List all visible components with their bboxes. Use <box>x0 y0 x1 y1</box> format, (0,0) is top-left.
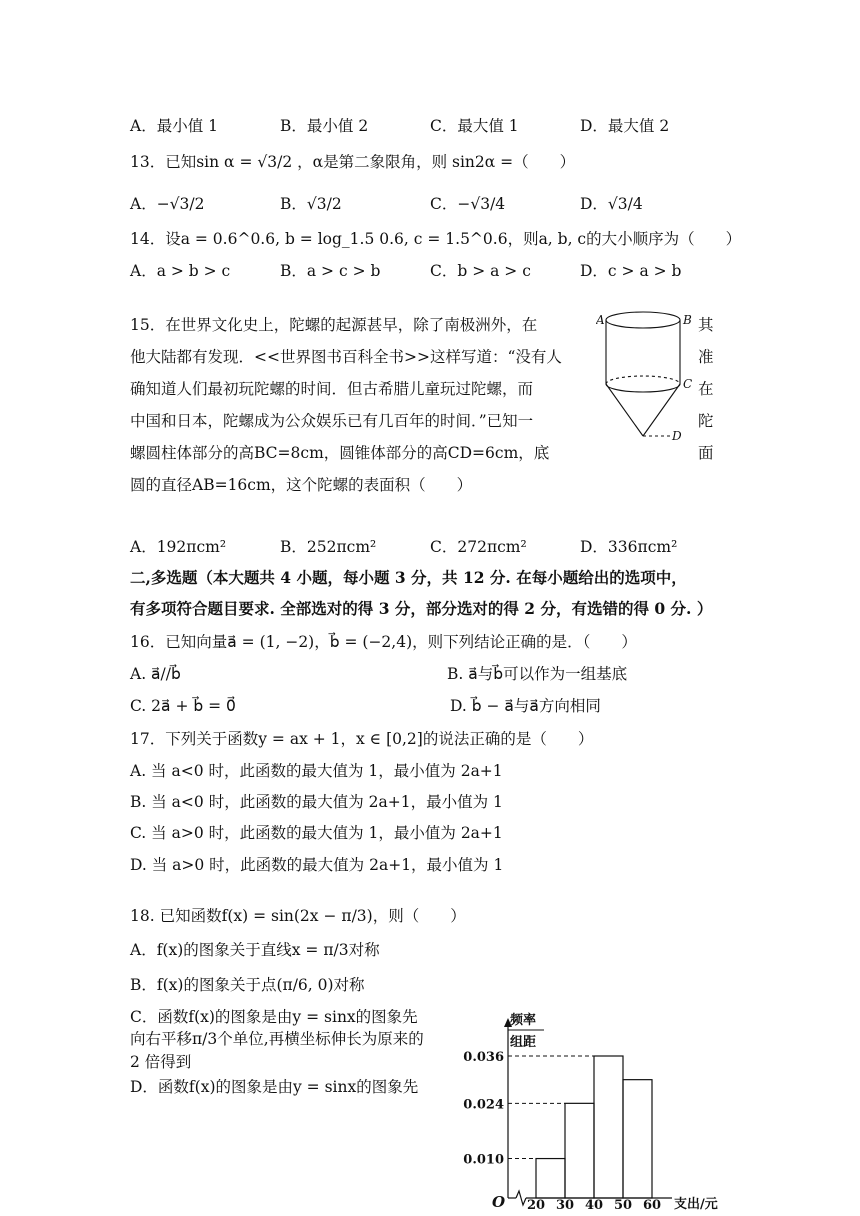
label-b: B <box>683 313 692 327</box>
q15-option-b: B．252πcm² <box>280 538 377 556</box>
q18-option-d: D．函数f(x)的图象是由y = sinx的图象先 <box>130 1078 419 1096</box>
y-axis-label-top: 频率 <box>510 1013 537 1028</box>
q14-stem: 14．设a = 0.6^0.6, b = log_1.5 0.6, c = 1.5^0.6，则a, b, c的大小顺序为（ ） <box>130 230 742 248</box>
q15-line-2: 他大陆都有发现．<<世界图书百科全书>>这样写道：“没有人 <box>130 348 562 366</box>
label-a: A <box>596 313 605 327</box>
q18-option-b: B．f(x)的图象关于点(π/6, 0)对称 <box>130 976 365 994</box>
histogram-bar <box>536 1159 565 1198</box>
y-tick-label: 0.024 <box>463 1097 504 1113</box>
q15-option-a: A．192πcm² <box>130 538 227 556</box>
q12-option-b: B．最小值 2 <box>280 117 369 135</box>
section-2-heading-line-2: 有多项符合题目要求. 全部选对的得 3 分，部分选对的得 2 分，有选错的得 0 分. ） <box>130 599 713 618</box>
bottom-ellipse-back <box>606 376 680 384</box>
x-tick-label: 60 <box>642 1198 662 1213</box>
top-ellipse <box>606 312 680 328</box>
histogram-bar <box>565 1103 594 1198</box>
q15-right-char-1: 其 <box>698 316 714 334</box>
q16-option-c: C. 2a⃗ + b⃗ = 0⃗ <box>130 697 236 715</box>
frequency-histogram <box>452 1010 742 1216</box>
q12-option-c: C．最大值 1 <box>430 117 519 135</box>
bottom-ellipse-front <box>606 384 680 392</box>
q14-option-b: B．a > c > b <box>280 262 381 280</box>
q18-option-c-line-1: C．函数f(x)的图象是由y = sinx的图象先 <box>130 1008 418 1026</box>
q15-line-4: 中国和日本，陀螺成为公众娱乐已有几百年的时间．”已知一 <box>130 412 534 430</box>
histogram-bar <box>623 1080 652 1198</box>
x-tick-label: 50 <box>613 1198 633 1213</box>
q15-right-char-5: 面 <box>698 444 714 462</box>
q15-right-char-2: 准 <box>698 348 714 366</box>
spinning-top-figure <box>596 306 696 446</box>
y-tick-label: 0.036 <box>463 1050 504 1065</box>
x-axis-break <box>516 1191 526 1205</box>
q13-option-b: B．√3/2 <box>280 195 342 213</box>
q14-option-d: D．c > a > b <box>580 262 682 280</box>
q15-right-char-4: 陀 <box>698 412 714 430</box>
q18-option-c-line-3: 2 倍得到 <box>130 1053 192 1071</box>
q17-option-c: C. 当 a>0 时，此函数的最大值为 1，最小值为 2a+1 <box>130 824 503 842</box>
q15-option-c: C．272πcm² <box>430 538 527 556</box>
section-2-heading-line-1: 二,多选题（本大题共 4 小题，每小题 3 分，共 12 分. 在每小题给出的选项中， <box>130 568 687 587</box>
label-d: D <box>672 429 682 443</box>
origin-label: O <box>492 1193 506 1211</box>
q13-option-a: A．−√3/2 <box>130 195 205 213</box>
x-tick-label: 20 <box>526 1198 546 1213</box>
q12-option-a: A．最小值 1 <box>130 117 218 135</box>
q17-option-a: A. 当 a<0 时，此函数的最大值为 1，最小值为 2a+1 <box>130 762 503 780</box>
x-axis-label: 支出/元 <box>674 1197 718 1212</box>
y-axis-label-bottom: 组距 <box>510 1035 537 1050</box>
y-tick-label: 0.010 <box>463 1152 504 1168</box>
q18-stem: 18. 已知函数f(x) = sin(2x − π/3)，则（ ） <box>130 907 466 925</box>
q14-option-a: A．a > b > c <box>130 262 231 280</box>
q13-stem: 13．已知sin α = √3/2 ，α是第二象限角，则 sin2α =（ ） <box>130 153 576 171</box>
q15-line-3: 确知道人们最初玩陀螺的时间．但古希腊儿童玩过陀螺，而 <box>130 380 534 398</box>
q17-stem: 17．下列关于函数y = ax + 1，x ∈ [0,2]的说法正确的是（ ） <box>130 730 594 748</box>
q18-option-c-line-2: 向右平移π/3个单位,再横坐标伸长为原来的 <box>130 1030 424 1048</box>
q12-option-d: D．最大值 2 <box>580 117 670 135</box>
x-tick-label: 30 <box>555 1198 575 1213</box>
q14-option-c: C．b > a > c <box>430 262 531 280</box>
q16-option-d: D. b⃗ − a⃗与a⃗方向相同 <box>450 697 601 715</box>
q16-option-b: B. a⃗与b⃗可以作为一组基底 <box>447 665 628 683</box>
q15-option-d: D．336πcm² <box>580 538 678 556</box>
q16-option-a: A. a⃗//b⃗ <box>130 665 181 683</box>
q17-option-d: D. 当 a>0 时，此函数的最大值为 2a+1，最小值为 1 <box>130 856 504 874</box>
q13-option-c: C．−√3/4 <box>430 195 506 213</box>
q13-option-d: D．√3/4 <box>580 195 643 213</box>
x-tick-label: 40 <box>584 1198 604 1213</box>
q16-stem: 16．已知向量a⃗ = (1, −2)，b⃗ = (−2,4)，则下列结论正确的是．（ ） <box>130 633 637 651</box>
q15-line-6: 圆的直径AB=16cm，这个陀螺的表面积（ ） <box>130 476 473 494</box>
histogram-bar <box>594 1056 623 1198</box>
q15-line-1: 15．在世界文化史上，陀螺的起源甚早，除了南极洲外，在 <box>130 316 538 334</box>
q17-option-b: B. 当 a<0 时，此函数的最大值为 2a+1，最小值为 1 <box>130 793 503 811</box>
label-c: C <box>683 377 693 391</box>
q18-option-a: A．f(x)的图象关于直线x = π/3对称 <box>130 941 380 959</box>
q15-right-char-3: 在 <box>698 380 714 398</box>
q15-line-5: 螺圆柱体部分的高BC=8cm，圆锥体部分的高CD=6cm，底 <box>130 444 550 462</box>
